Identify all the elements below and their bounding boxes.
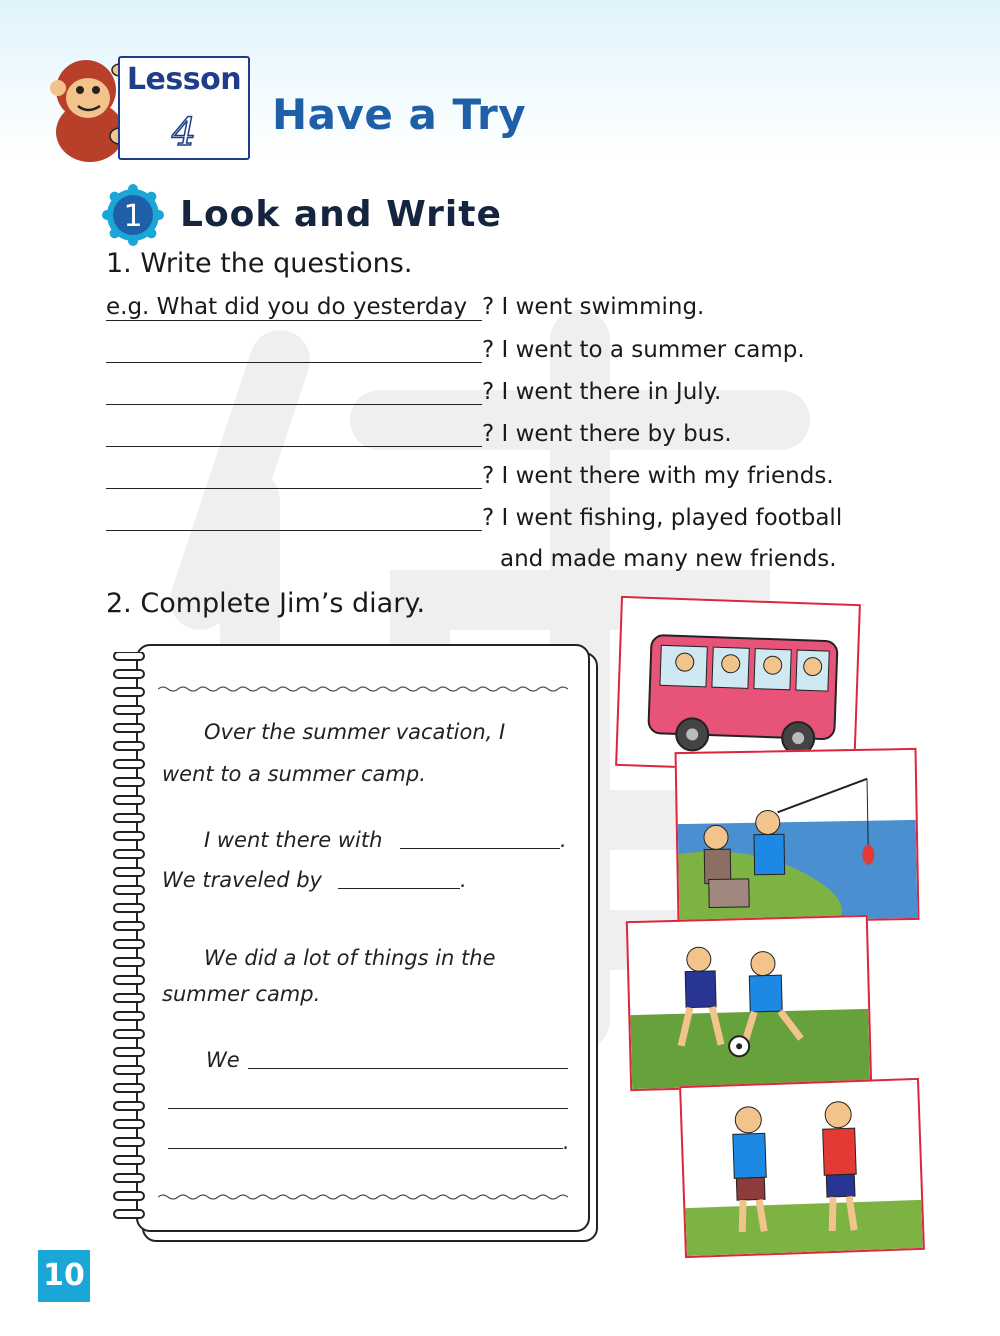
bus-picture <box>615 596 861 774</box>
diary-text: summer camp. <box>162 982 321 1006</box>
fishing-picture <box>675 748 920 924</box>
answer-continuation: and made many new friends. <box>500 546 837 572</box>
question-row <box>106 504 842 538</box>
question-row <box>106 420 732 454</box>
fishing-icon <box>677 750 918 922</box>
friends-icon <box>681 1080 923 1256</box>
question-blank[interactable] <box>106 462 482 489</box>
diary-text: . <box>563 1130 570 1154</box>
question-row <box>106 336 805 370</box>
bus-icon <box>617 598 859 772</box>
diary-text: Over the summer vacation, I <box>204 720 506 744</box>
wavy-divider-top <box>158 684 568 694</box>
question-blank[interactable] <box>106 504 482 531</box>
lesson-label-card <box>118 56 250 160</box>
question-row <box>106 378 721 412</box>
badge-number: 1 <box>123 199 143 234</box>
page-title: Have a Try <box>272 90 527 139</box>
football-icon <box>628 917 870 1089</box>
lesson-number: 4 <box>171 110 197 154</box>
part2-instruction: 2. Complete Jim’s diary. <box>106 588 426 619</box>
section-number-badge-icon <box>102 184 164 246</box>
activities-blank[interactable] <box>168 1148 563 1149</box>
diary-text: . <box>460 868 467 892</box>
friends-picture <box>679 1078 925 1258</box>
answer-text: ? I went fishing, played football <box>482 505 843 531</box>
answer-text: ? I went there with my friends. <box>482 463 834 489</box>
question-row <box>106 462 834 496</box>
diary-text: I went there with <box>204 828 383 852</box>
transport-blank[interactable] <box>338 888 460 889</box>
answer-text: ? I went there in July. <box>482 379 722 405</box>
question-blank[interactable] <box>106 378 482 405</box>
diary-notebook <box>108 642 598 1242</box>
diary-text: went to a summer camp. <box>162 762 426 786</box>
diary-text: We did a lot of things in the <box>204 946 496 970</box>
diary-text: We traveled by <box>162 868 322 892</box>
question-blank[interactable] <box>106 336 482 363</box>
question-blank[interactable] <box>106 420 482 447</box>
football-picture <box>626 915 872 1091</box>
activities-blank[interactable] <box>248 1068 568 1069</box>
answer-text: ? I went there by bus. <box>482 421 732 447</box>
section-title: Look and Write <box>180 194 502 235</box>
page-number: 10 <box>38 1250 90 1302</box>
example-question: e.g. What did you do yesterday <box>106 294 482 321</box>
companion-blank[interactable] <box>400 848 560 849</box>
spiral-binding-icon <box>108 652 152 1232</box>
example-answer: ? I went swimming. <box>482 294 705 320</box>
lesson-word: Lesson <box>126 62 242 97</box>
example-row <box>106 294 704 328</box>
part1-instruction: 1. Write the questions. <box>106 248 413 279</box>
activities-blank[interactable] <box>168 1108 568 1109</box>
wavy-divider-bottom <box>158 1192 568 1202</box>
diary-text: We <box>206 1048 240 1072</box>
answer-text: ? I went to a summer camp. <box>482 337 805 363</box>
diary-text: . <box>560 828 567 852</box>
